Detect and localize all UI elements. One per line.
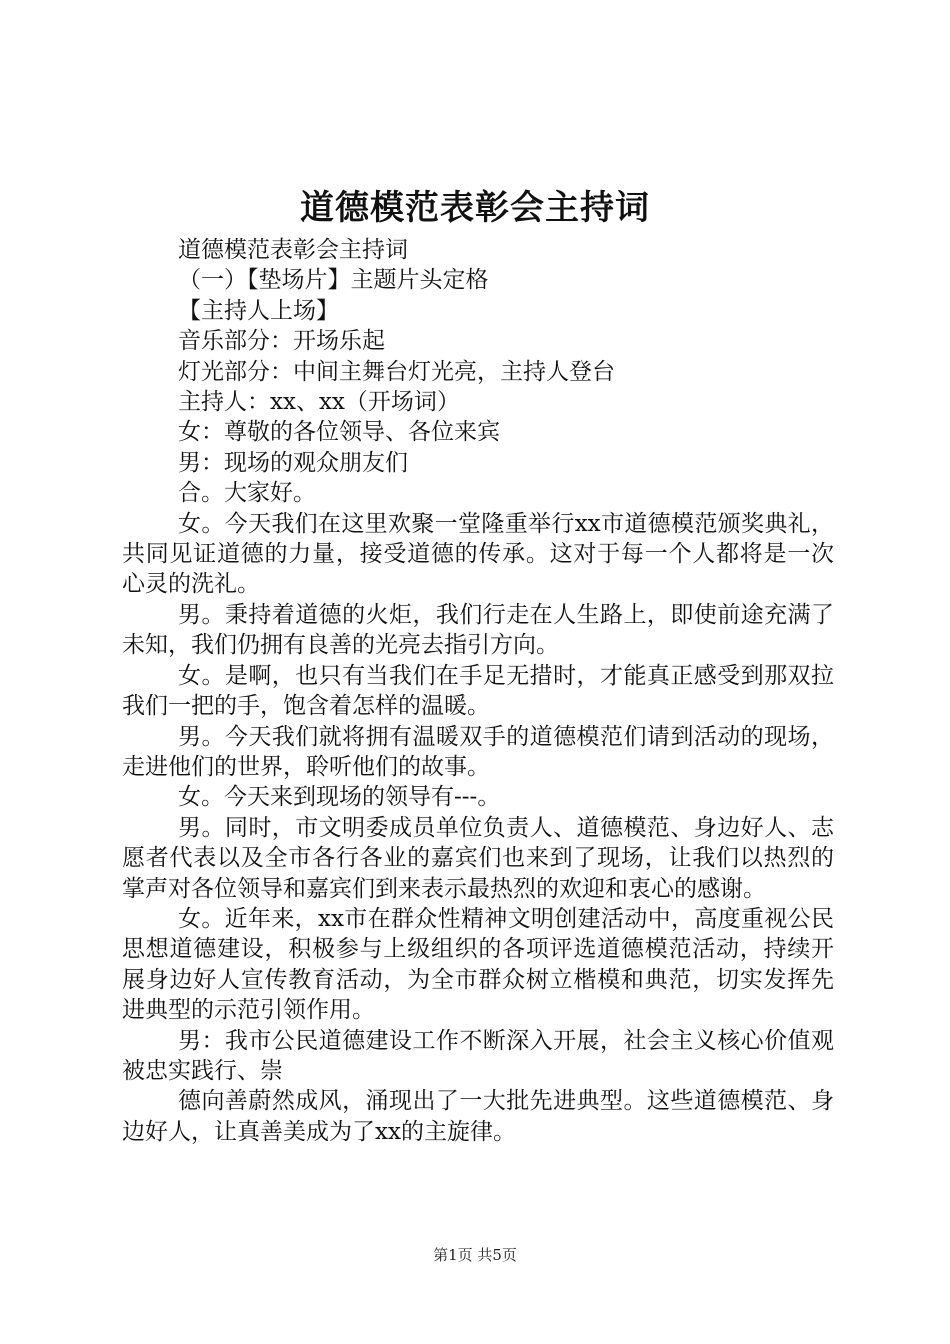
paragraph: 德向善蔚然成风，涌现出了一大批先进典型。这些道德模范、身边好人，让真善美成为了xx的主旋律。 (122, 1088, 834, 1145)
paragraph: 【主持人上场】 (178, 297, 339, 324)
paragraph: 男。今天我们就将拥有温暖双手的道德模范们请到活动的现场，走进他们的世界，聆听他们的故事。 (122, 723, 834, 780)
paragraph: 男：现场的观众朋友们 (178, 449, 408, 476)
paragraph: 女：尊敬的各位领导、各位来宾 (178, 419, 500, 446)
paragraph: 男。同时，市文明委成员单位负责人、道德模范、身边好人、志愿者代表以及全市各行各业的嘉宾们也来到了现场，让我们以热烈的掌声对各位领导和嘉宾们到来表示最热烈的欢迎和衷心的感谢。 (122, 814, 834, 902)
paragraph: 主持人：xx、xx（开场词） (178, 389, 460, 416)
paragraph: 合。大家好。 (178, 480, 316, 507)
paragraph: 音乐部分：开场乐起 (178, 328, 385, 355)
page-footer: 第1页 共5页 (433, 1246, 517, 1264)
paragraph: 女。近年来，xx市在群众性精神文明创建活动中，高度重视公民思想道德建设，积极参与上级组织的各项评选道德模范活动，持续开展身边好人宣传教育活动，为全市群众树立楷模和典范，切实发挥先进典型的示范引领作用。 (122, 905, 834, 1024)
document-body (122, 235, 834, 1147)
document-title: 道德模范表彰会主持词 (300, 188, 650, 228)
paragraph: 女。是啊，也只有当我们在手足无措时，才能真正感受到那双拉我们一把的手，饱含着怎样的温暖。 (122, 662, 834, 720)
paragraph: 男。秉持着道德的火炬，我们行走在人生路上，即使前途充满了未知，我们仍拥有良善的光亮去指引方向。 (122, 601, 834, 659)
paragraph: 男：我市公民道德建设工作不断深入开展，社会主义核心价值观被忠实践行、崇 (122, 1027, 834, 1084)
paragraph: 灯光部分：中间主舞台灯光亮，主持人登台 (178, 358, 615, 385)
paragraph: 女。今天来到现场的领导有---。 (178, 784, 501, 811)
paragraph: 道德模范表彰会主持词 (178, 237, 408, 263)
paragraph: （一）【垫场片】主题片头定格 (178, 267, 489, 294)
paragraph: 女。今天我们在这里欢聚一堂隆重举行xx市道德模范颁奖典礼，共同见证道德的力量，接受道德的传承。这对于每一个人都将是一次心灵的洗礼。 (122, 510, 834, 598)
